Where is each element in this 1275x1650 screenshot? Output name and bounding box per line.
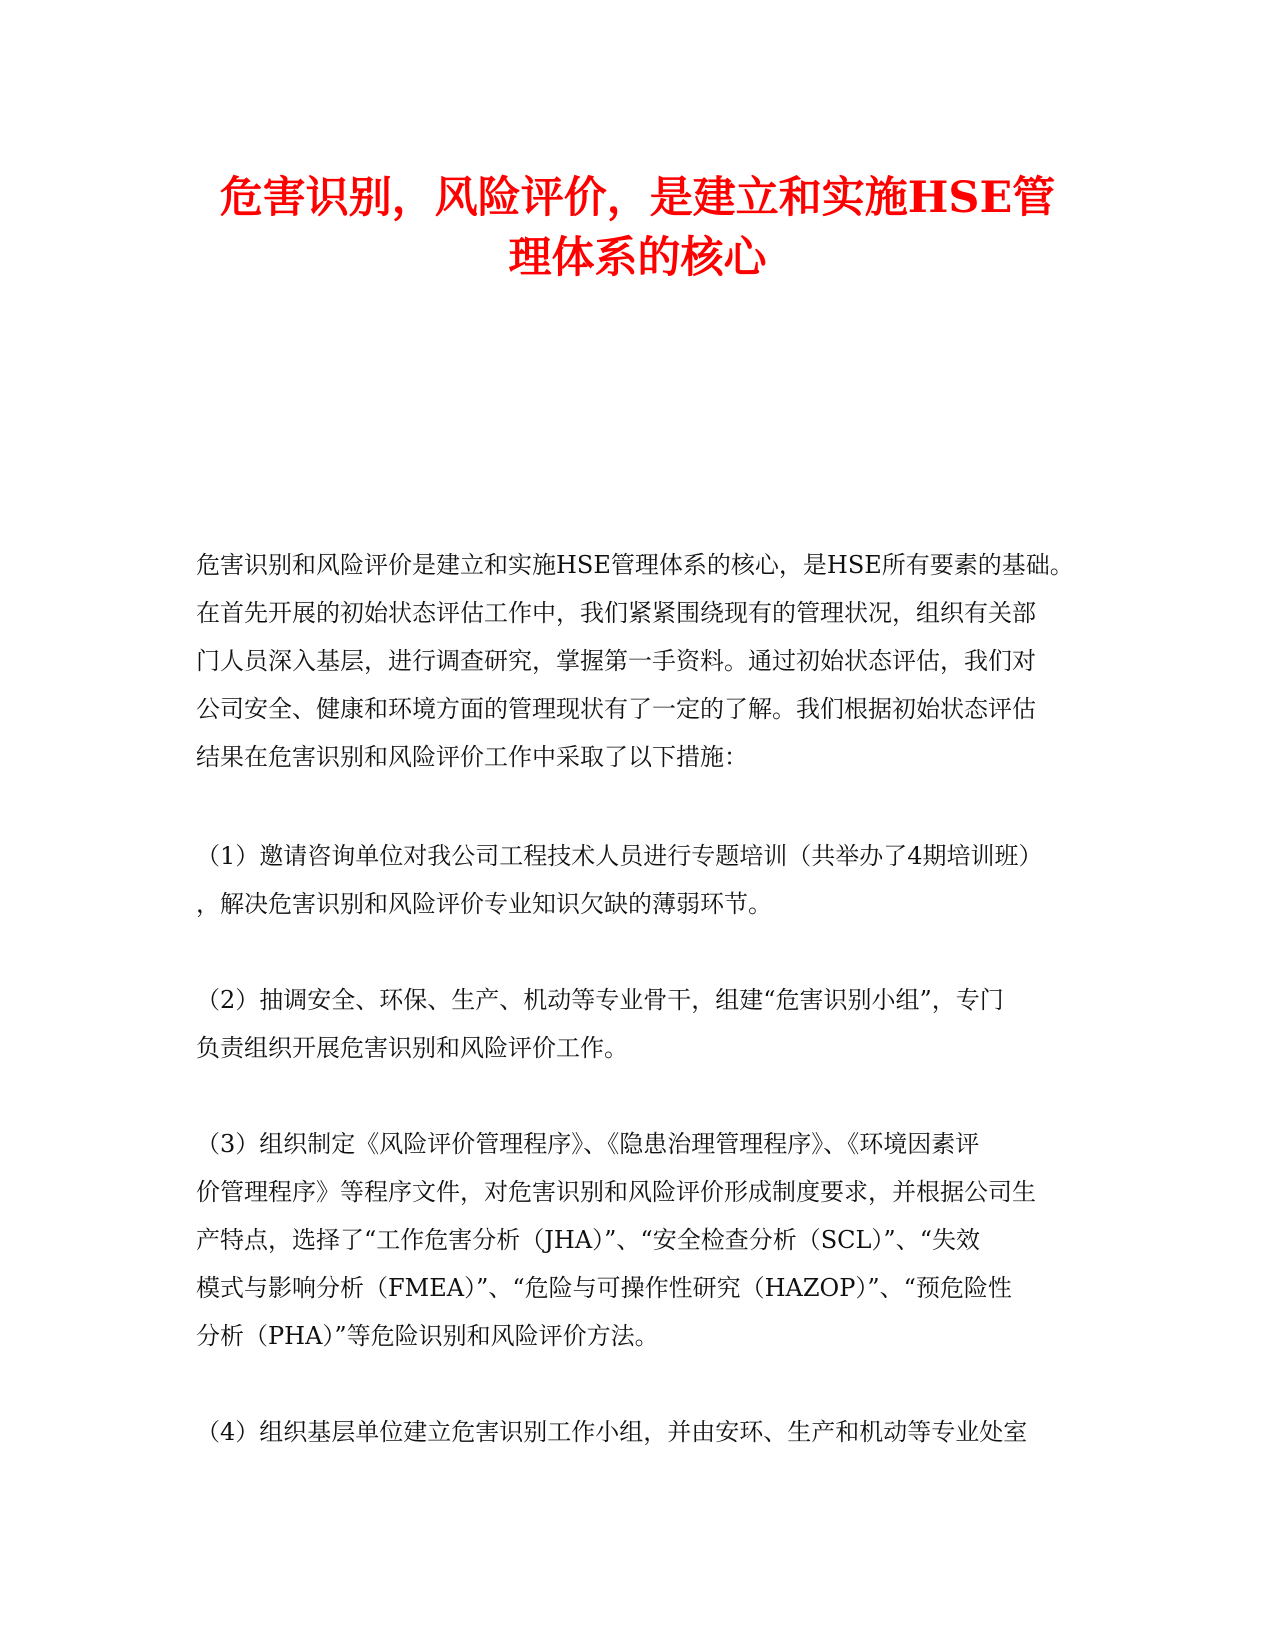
paragraph-line: 分析（PHA）”等危险识别和风险评价方法。 [196,1322,659,1350]
paragraph-line: 在首先开展的初始状态评估工作中，我们紧紧围绕现有的管理状况，组织有关部 [196,599,1036,627]
paragraph-line: 危害识别和风险评价是建立和实施HSE管理体系的核心，是HSE所有要素的基础。 [196,551,1074,579]
paragraph-line: ，解决危害识别和风险评价专业知识欠缺的薄弱环节。 [196,890,772,918]
title-line: 理体系的核心 [508,233,767,283]
paragraph-line: 公司安全、健康和环境方面的管理现状有了一定的了解。我们根据初始状态评估 [196,695,1036,723]
intro-paragraph [196,541,1076,781]
paragraph-line: 价管理程序》等程序文件，对危害识别和风险评价形成制度要求，并根据公司生 [196,1178,1036,1206]
paragraph-line: （3）组织制定《风险评价管理程序》、《隐患治理管理程序》、《环境因素评 [196,1130,980,1158]
measure-item-4 [196,1408,1076,1456]
title-line: 危害识别，风险评价，是建立和实施HSE管 [219,173,1056,223]
paragraph-line: 负责组织开展危害识别和风险评价工作。 [196,1034,628,1062]
paragraph-line: 模式与影响分析（FMEA）”、“危险与可操作性研究（HAZOP）”、“预危险性 [196,1274,1012,1302]
paragraph-line: 结果在危害识别和风险评价工作中采取了以下措施： [196,743,748,771]
measure-item-3 [196,1120,1076,1360]
paragraph-line: 产特点，选择了“工作危害分析（JHA）”、“安全检查分析（SCL）”、“失效 [196,1226,980,1254]
measure-item-1 [196,832,1076,928]
paragraph-line: 门人员深入基层，进行调查研究，掌握第一手资料。通过初始状态评估，我们对 [196,647,1036,675]
paragraph-line: （2）抽调安全、环保、生产、机动等专业骨干，组建“危害识别小组”，专门 [196,986,1004,1014]
measure-item-2 [196,976,1076,1072]
document-title [150,168,1125,288]
paragraph-line: （4）组织基层单位建立危害识别工作小组，并由安环、生产和机动等专业处室 [196,1418,1028,1446]
paragraph-line: （1）邀请咨询单位对我公司工程技术人员进行专题培训（共举办了4期培训班） [196,842,1043,870]
